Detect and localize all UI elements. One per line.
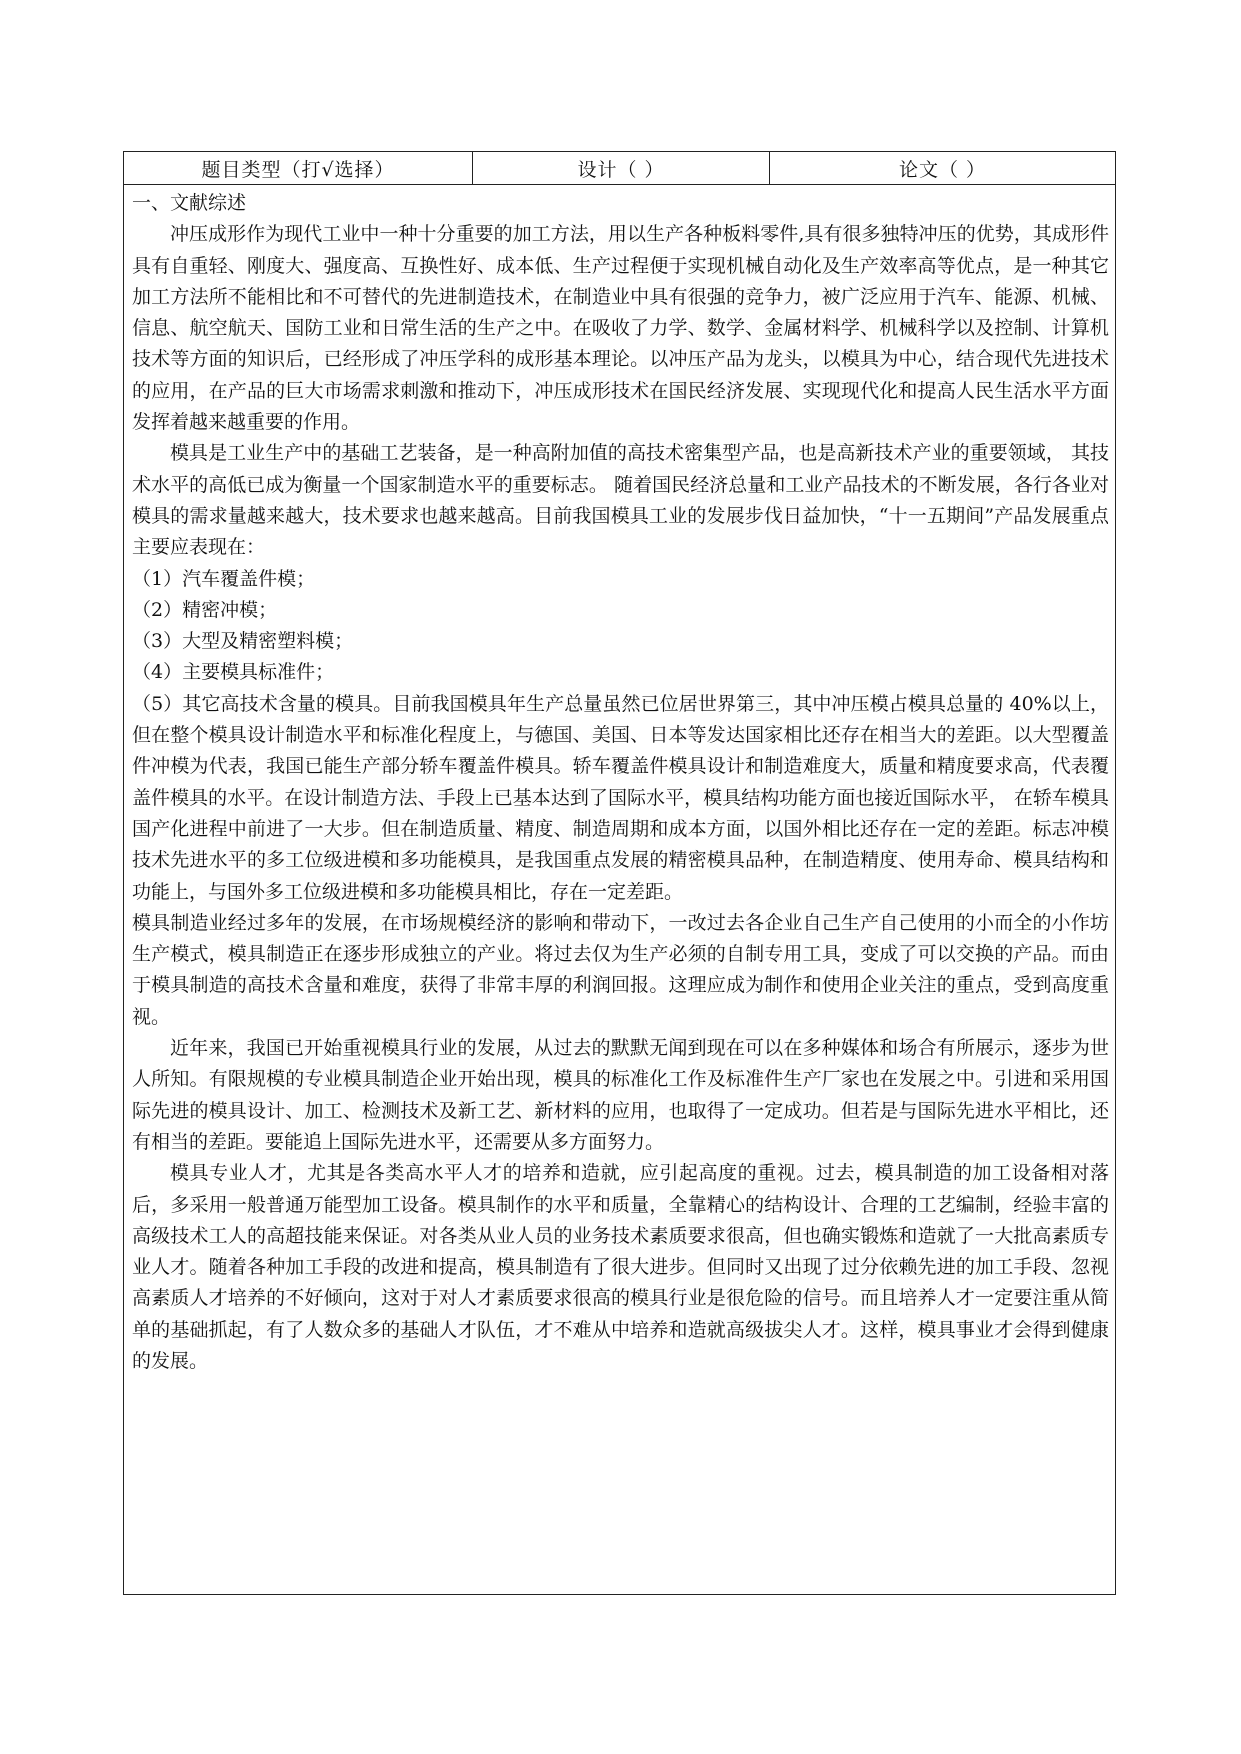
paragraph-industry: 模具制造业经过多年的发展，在市场规模经济的影响和带动下，一改过去各企业自己生产自己使用的小而全的小作坊生产模式，模具制造正在逐步形成独立的产业。将过去仅为生产必须的自制专用工具，变成了可以交换的产品。而由于模具制造的高技术含量和难度，获得了非常丰厚的利润回报。这理应成为制作和使用企业关注的重点，受到高度重视。 [132,911,1109,1028]
paragraph-talent: 模具专业人才，尤其是各类高水平人才的培养和造就，应引起高度的重视。过去，模具制造的加工设备相对落后，多采用一般普通万能型加工设备。模具制作的水平和质量，全靠精心的结构设计、合理的工艺编制，经验丰富的高级技术工人的高超技能来保证。对各类从业人员的业务技术素质要求很高，但也确实锻炼和造就了一大批高素质专业人才。随着各种加工手段的改进和提高，模具制造有了很大进步。但同时又出现了过分依赖先进的加工手段、忽视高素质人才培养的不好倾向，这对于对人才素质要求很高的模具行业是很危险的信号。而且培养人才一定要注重从简单的基础抓起，有了人数众多的基础人才队伍，才不难从中培养和造就高级拔尖人才。这样，模具事业才会得到健康的发展。 [132,1162,1109,1372]
topic-type-row [124,152,1115,185]
list-item: （5）其它高技术含量的模具。目前我国模具年生产总量虽然已位居世界第三，其中冲压模占模具总量的 40%以上，但在整个模具设计制造水平和标准化程度上，与德国、美国、日本等发达国家相比还存在相当大的差距。以大型覆盖件冲模为代表，我国已能生产部分轿车覆盖件模具。轿车覆盖件模具设计和制造难度大，质量和精度要求高，代表覆盖件模具的水平。在设计制造方法、手段上已基本达到了国际水平，模具结构功能方面也接近国际水平， 在轿车模具国产化进程中前进了一大步。但在制造质量、精度、制造周期和成本方面，以国外相比还存在一定的差距。标志冲模技术先进水平的多工位级进模和多功能模具，是我国重点发展的精密模具品种，在制造精度、使用寿命、模具结构和功能上，与国外多工位级进模和多功能模具相比，存在一定差距。 [132,692,1109,903]
section-title: 一、文献综述 [132,192,247,214]
list-item: （1）汽车覆盖件模； [132,567,316,590]
paragraph-stamping: 冲压成形作为现代工业中一种十分重要的加工方法，用以生产各种板料零件,具有很多独特冲压的优势，其成形件具有自重轻、刚度大、强度高、互换性好、成本低、生产过程便于实现机械自动化及生产效率高等优点，是一种其它加工方法所不能相比和不可替代的先进制造技术，在制造业中具有很强的竞争力，被广泛应用于汽车、能源、机械、信息、航空航天、国防工业和日常生活的生产之中。在吸收了力学、数学、金属材料学、机械科学以及控制、计算机技术等方面的知识后，已经形成了冲压学科的成形基本理论。以冲压产品为龙头，以模具为中心，结合现代先进技术的应用，在产品的巨大市场需求刺激和推动下，冲压成形技术在国民经济发展、实现现代化和提高人民生活水平方面发挥着越来越重要的作用。 [132,223,1109,434]
literature-review-body [124,185,1115,1377]
paper-option: 论文（ ） [898,158,987,181]
list-item: （3）大型及精密塑料模； [132,630,354,653]
review-form-table [123,151,1116,1595]
list-item: （2）精密冲模； [132,598,278,621]
list-item: （4）主要模具标准件； [132,661,335,684]
topic-type-label: 题目类型（打√选择） [124,152,473,184]
paragraph-recent-years: 近年来，我国已开始重视模具行业的发展，从过去的默默无闻到现在可以在多种媒体和场合有所展示，逐步为世人所知。有限规模的专业模具制造企业开始出现，模具的标准化工作及标准件生产厂家也在发展之中。引进和采用国际先进的模具设计、加工、检测技术及新工艺、新材料的应用，也取得了一定成功。但若是与国际先进水平相比，还有相当的差距。要能追上国际先进水平，还需要从多方面努力。 [132,1037,1109,1153]
design-option: 设计（ ） [473,152,770,184]
paragraph-mold-importance: 模具是工业生产中的基础工艺装备，是一种高附加值的高技术密集型产品，也是高新技术产业的重要领域， 其技术水平的高低已成为衡量一个国家制造水平的重要标志。 随着国民经济总量和工业产品技术的不断发展，各行各业对模具的需求量越来越大，技术要求也越来越高。目前我国模具工业的发展步伐日益加快，“十一五期间”产品发展重点主要应表现在： [132,442,1109,559]
